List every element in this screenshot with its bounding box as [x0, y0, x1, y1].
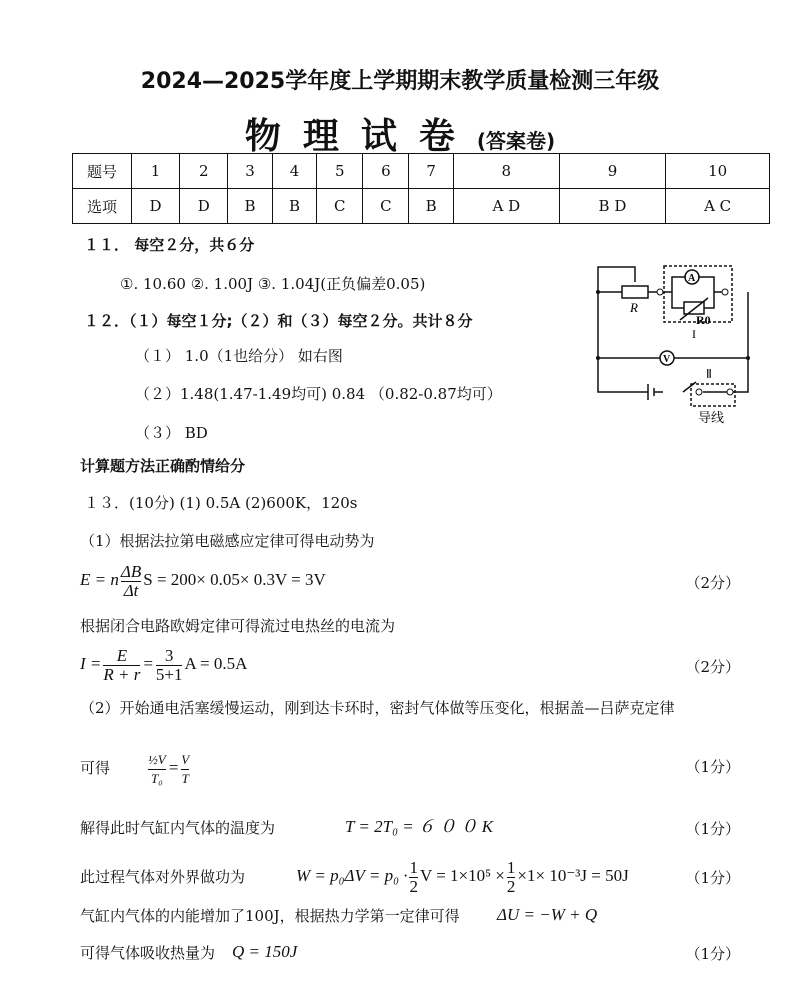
question-number: 4 [272, 154, 316, 189]
exam-title: 2024—2025学年度上学期期末教学质量检测三年级 [140, 69, 660, 94]
formula-emf: E = n $\frac{\Delta B}{\Delta t}$ S = 200× 0.05× 0.3V = 3V [80, 561, 326, 600]
q12-answer-2: （２）1.48(1.47-1.49均可) 0.84 （0.82-0.87均可） [135, 385, 502, 403]
answer-cell: A C [666, 189, 770, 224]
formula-work: W = p₀ΔV = p₀ · $\frac{1}{2}$ V = 1×10⁵ × $\frac{1}{2}$ ×1× 10⁻³J = 50J [296, 857, 629, 896]
answer-cell: B [272, 189, 316, 224]
formula-temperature: T = 2T₀ = ６ ０ ０ K [345, 817, 494, 836]
q13-part1-text: （1）根据法拉第电磁感应定律可得电动势为 [80, 532, 375, 550]
temperature-label: 解得此时气缸内气体的温度为 [80, 819, 276, 837]
calc-note: 计算题方法正确酌情给分 [80, 457, 246, 475]
resistor-label: R [630, 300, 638, 315]
q11-heading: １１． 每空２分，共６分 [84, 236, 255, 254]
table-header: 题号 [73, 154, 132, 189]
points-label: （1分） [685, 758, 740, 776]
answer-table [72, 153, 770, 224]
answer-cell: D [180, 189, 228, 224]
question-number: 10 [666, 154, 770, 189]
q12-answer-1: （１） 1.0（1也给分） 如右图 [135, 347, 343, 365]
exam-subtitle: 物理试卷(答案卷) [244, 116, 556, 157]
points-label: （1分） [685, 869, 740, 887]
box2-label: Ⅱ [706, 367, 712, 381]
internal-energy-label: 气缸内气体的内能增加了100J，根据热力学第一定律可得 [80, 907, 460, 925]
answer-cell: B [409, 189, 453, 224]
question-number: 1 [132, 154, 180, 189]
wire-label: 导线 [698, 411, 725, 426]
table-row-answers [73, 189, 770, 224]
answer-cell: B [228, 189, 272, 224]
box1-label: I [692, 327, 696, 341]
formula-current: I = $\frac{E}{R + r}$ = $\frac{3}{5+1}$ A = 0.5A [80, 645, 248, 684]
question-number: 7 [409, 154, 453, 189]
answer-cell: A D [453, 189, 559, 224]
work-label: 此过程气体对外界做功为 [80, 868, 246, 886]
heat-label: 可得气体吸收热量为 [80, 944, 216, 962]
question-number: 3 [228, 154, 272, 189]
points-label: （1分） [685, 945, 740, 963]
ammeter-label: A [688, 273, 696, 284]
answer-cell: D [132, 189, 180, 224]
table-header: 选项 [73, 189, 132, 224]
r0-label: R0 [696, 313, 711, 327]
q13-part1-text2: 根据闭合电路欧姆定律可得流过电热丝的电流为 [80, 617, 396, 635]
points-label: （2分） [685, 574, 740, 592]
answer-cell: B D [559, 189, 666, 224]
q12-answer-3: （３） BD [135, 424, 208, 442]
question-number: 8 [453, 154, 559, 189]
circuit-diagram [588, 262, 758, 430]
formula-gay-lussac: 可得 $\frac{\text{½V}}{\text{T₀}}$ = $\frac{V}{T}$ [80, 751, 190, 786]
formula-heat: Q = 150J [232, 942, 298, 961]
q13-part2-text: （2）开始通电活塞缓慢运动，刚到达卡环时，密封气体做等压变化，根据盖—吕萨克定律 [80, 699, 675, 717]
answer-cell: C [363, 189, 409, 224]
q12-heading: １２．（１）每空１分;（２）和（３）每空２分。共计８分 [84, 312, 473, 330]
points-label: （1分） [685, 820, 740, 838]
question-number: 5 [317, 154, 363, 189]
voltmeter-label: V [663, 354, 671, 365]
question-number: 6 [363, 154, 409, 189]
q11-answers: ①. 10.60 ②. 1.00J ③. 1.04J(正负偏差0.05) [120, 275, 426, 293]
q13-heading: １３．(10分) (1) 0.5A (2)600K，120s [84, 494, 358, 512]
question-number: 2 [180, 154, 228, 189]
points-label: （2分） [685, 658, 740, 676]
question-number: 9 [559, 154, 666, 189]
formula-first-law: ΔU = −W + Q [497, 905, 598, 924]
answer-cell: C [317, 189, 363, 224]
table-row-numbers [73, 154, 770, 189]
